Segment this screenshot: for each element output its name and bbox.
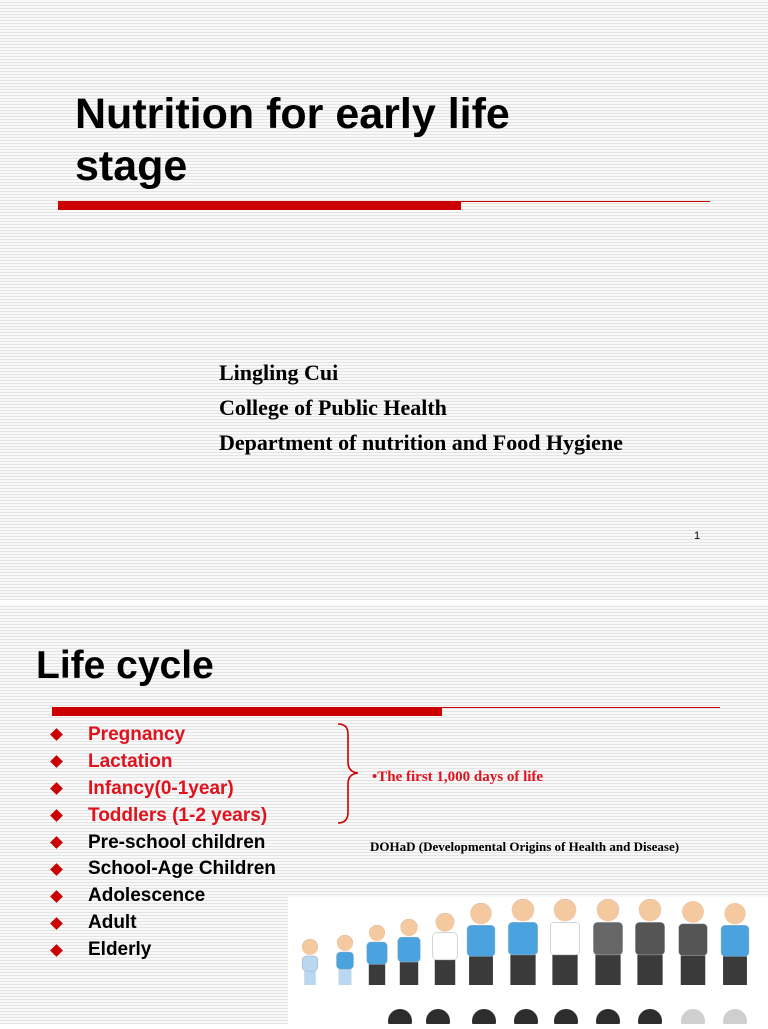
person-figure <box>398 919 420 985</box>
life-stage-item <box>50 722 276 749</box>
diamond-bullet-icon <box>50 836 67 850</box>
life-cycle-underline-bar <box>52 707 442 716</box>
author-college: College of Public Health <box>219 395 447 420</box>
diamond-bullet-icon <box>50 890 67 904</box>
author-department: Department of nutrition and Food Hygiene <box>219 430 623 455</box>
person-figure <box>467 903 495 985</box>
author-block <box>219 355 623 460</box>
first-1000-days-note: •The first 1,000 days of life <box>372 769 544 785</box>
life-stage-label: Infancy(0-1year) <box>88 777 234 799</box>
life-stage-item <box>50 830 276 857</box>
life-stage-item <box>50 910 276 937</box>
diamond-bullet-icon <box>50 755 67 769</box>
life-stage-item <box>50 776 276 803</box>
diamond-bullet-icon <box>50 809 67 823</box>
person-head-second-row <box>554 1009 578 1024</box>
life-stage-label: Adult <box>88 912 137 934</box>
person-figure <box>721 903 749 985</box>
person-head-second-row <box>596 1009 620 1024</box>
person-head-second-row <box>472 1009 496 1024</box>
title-underline-rule <box>461 201 710 202</box>
life-stage-item <box>50 749 276 776</box>
person-figure <box>593 899 622 985</box>
diamond-bullet-icon <box>50 728 67 742</box>
people-ages-illustration <box>288 897 768 1024</box>
person-head-second-row <box>723 1009 747 1024</box>
page-number: 1 <box>694 530 701 542</box>
person-figure <box>679 901 708 985</box>
diamond-bullet-icon <box>50 917 67 931</box>
life-cycle-underline-rule <box>442 707 720 708</box>
person-head-second-row <box>681 1009 705 1024</box>
slide-title-line2: stage <box>75 142 188 190</box>
brace-icon <box>334 722 364 826</box>
diamond-bullet-icon <box>50 944 67 958</box>
diamond-bullet-icon <box>50 863 67 877</box>
person-figure <box>337 935 354 985</box>
diamond-bullet-icon <box>50 782 67 796</box>
person-figure <box>635 899 664 985</box>
slide-title-line1: Nutrition for early life <box>75 90 510 138</box>
person-figure <box>433 913 457 985</box>
person-head-second-row <box>638 1009 662 1024</box>
person-figure <box>550 899 579 985</box>
people-figures-image <box>288 897 768 1024</box>
person-figure <box>508 899 537 985</box>
life-stage-label: Pregnancy <box>88 724 186 745</box>
person-head-second-row <box>388 1009 412 1024</box>
slide-title <box>75 88 695 192</box>
life-stage-label: Elderly <box>88 939 152 961</box>
title-underline-bar <box>58 201 461 210</box>
life-stage-label: Toddlers (1-2 years) <box>88 804 268 826</box>
person-figure <box>302 939 318 985</box>
life-stage-list <box>50 722 276 964</box>
life-stage-item <box>50 803 276 830</box>
author-name: Lingling Cui <box>219 360 339 385</box>
life-stage-label: Lactation <box>88 750 173 772</box>
life-stage-label: Adolescence <box>88 885 206 907</box>
person-figure <box>367 925 387 985</box>
life-stage-item <box>50 883 276 910</box>
person-head-second-row <box>514 1009 538 1024</box>
life-cycle-title: Life cycle <box>36 644 214 687</box>
life-stage-label: Pre-school children <box>88 831 266 853</box>
dohad-note: DOHaD (Developmental Origins of Health and Disease) <box>370 839 680 854</box>
life-stage-item <box>50 937 276 964</box>
person-head-second-row <box>426 1009 450 1024</box>
life-stage-label: School-Age Children <box>88 858 276 880</box>
life-stage-item <box>50 856 276 883</box>
